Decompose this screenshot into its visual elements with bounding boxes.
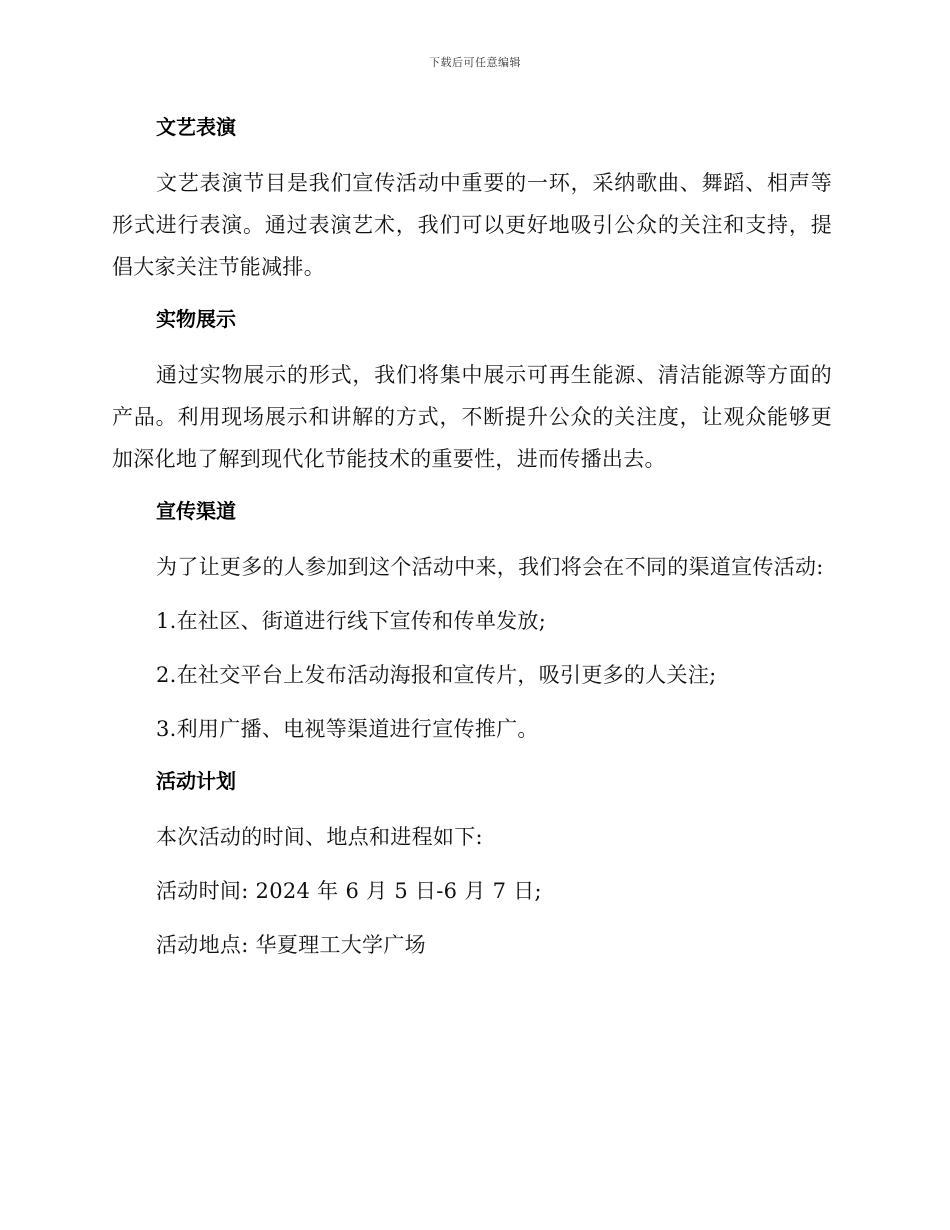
page-header: 下载后可任意编辑 xyxy=(429,56,521,69)
section-paragraph-channels: 为了让更多的人参加到这个活动中来，我们将会在不同的渠道宣传活动: xyxy=(156,555,824,579)
plan-time: 活动时间: 2024 年 6 月 5 日-6 月 7 日; xyxy=(156,879,542,903)
plan-location: 活动地点: 华夏理工大学广场 xyxy=(156,933,426,957)
section-heading-exhibition: 实物展示 xyxy=(156,307,236,331)
section-heading-performance: 文艺表演 xyxy=(156,115,236,139)
section-heading-plan: 活动计划 xyxy=(156,769,236,793)
document-body xyxy=(112,108,832,978)
plan-intro: 本次活动的时间、地点和进程如下: xyxy=(156,825,483,849)
channel-item-2: 2.在社交平台上发布活动海报和宣传片，吸引更多的人关注; xyxy=(156,663,717,687)
section-paragraph-exhibition: 通过实物展示的形式，我们将集中展示可再生能源、清洁能源等方面的产品。利用现场展示和讲解的方式，不断提升公众的关注度，让观众能够更加深化地了解到现代化节能技术的重要性，进而传播出去。 xyxy=(112,363,832,471)
channel-item-1: 1.在社区、街道进行线下宣传和传单发放; xyxy=(156,609,547,633)
channel-item-3: 3.利用广播、电视等渠道进行宣传推广。 xyxy=(156,717,539,741)
section-heading-channels: 宣传渠道 xyxy=(156,499,236,523)
section-paragraph-performance: 文艺表演节目是我们宣传活动中重要的一环，采纳歌曲、舞蹈、相声等形式进行表演。通过表演艺术，我们可以更好地吸引公众的关注和支持，提倡大家关注节能减排。 xyxy=(112,171,832,279)
